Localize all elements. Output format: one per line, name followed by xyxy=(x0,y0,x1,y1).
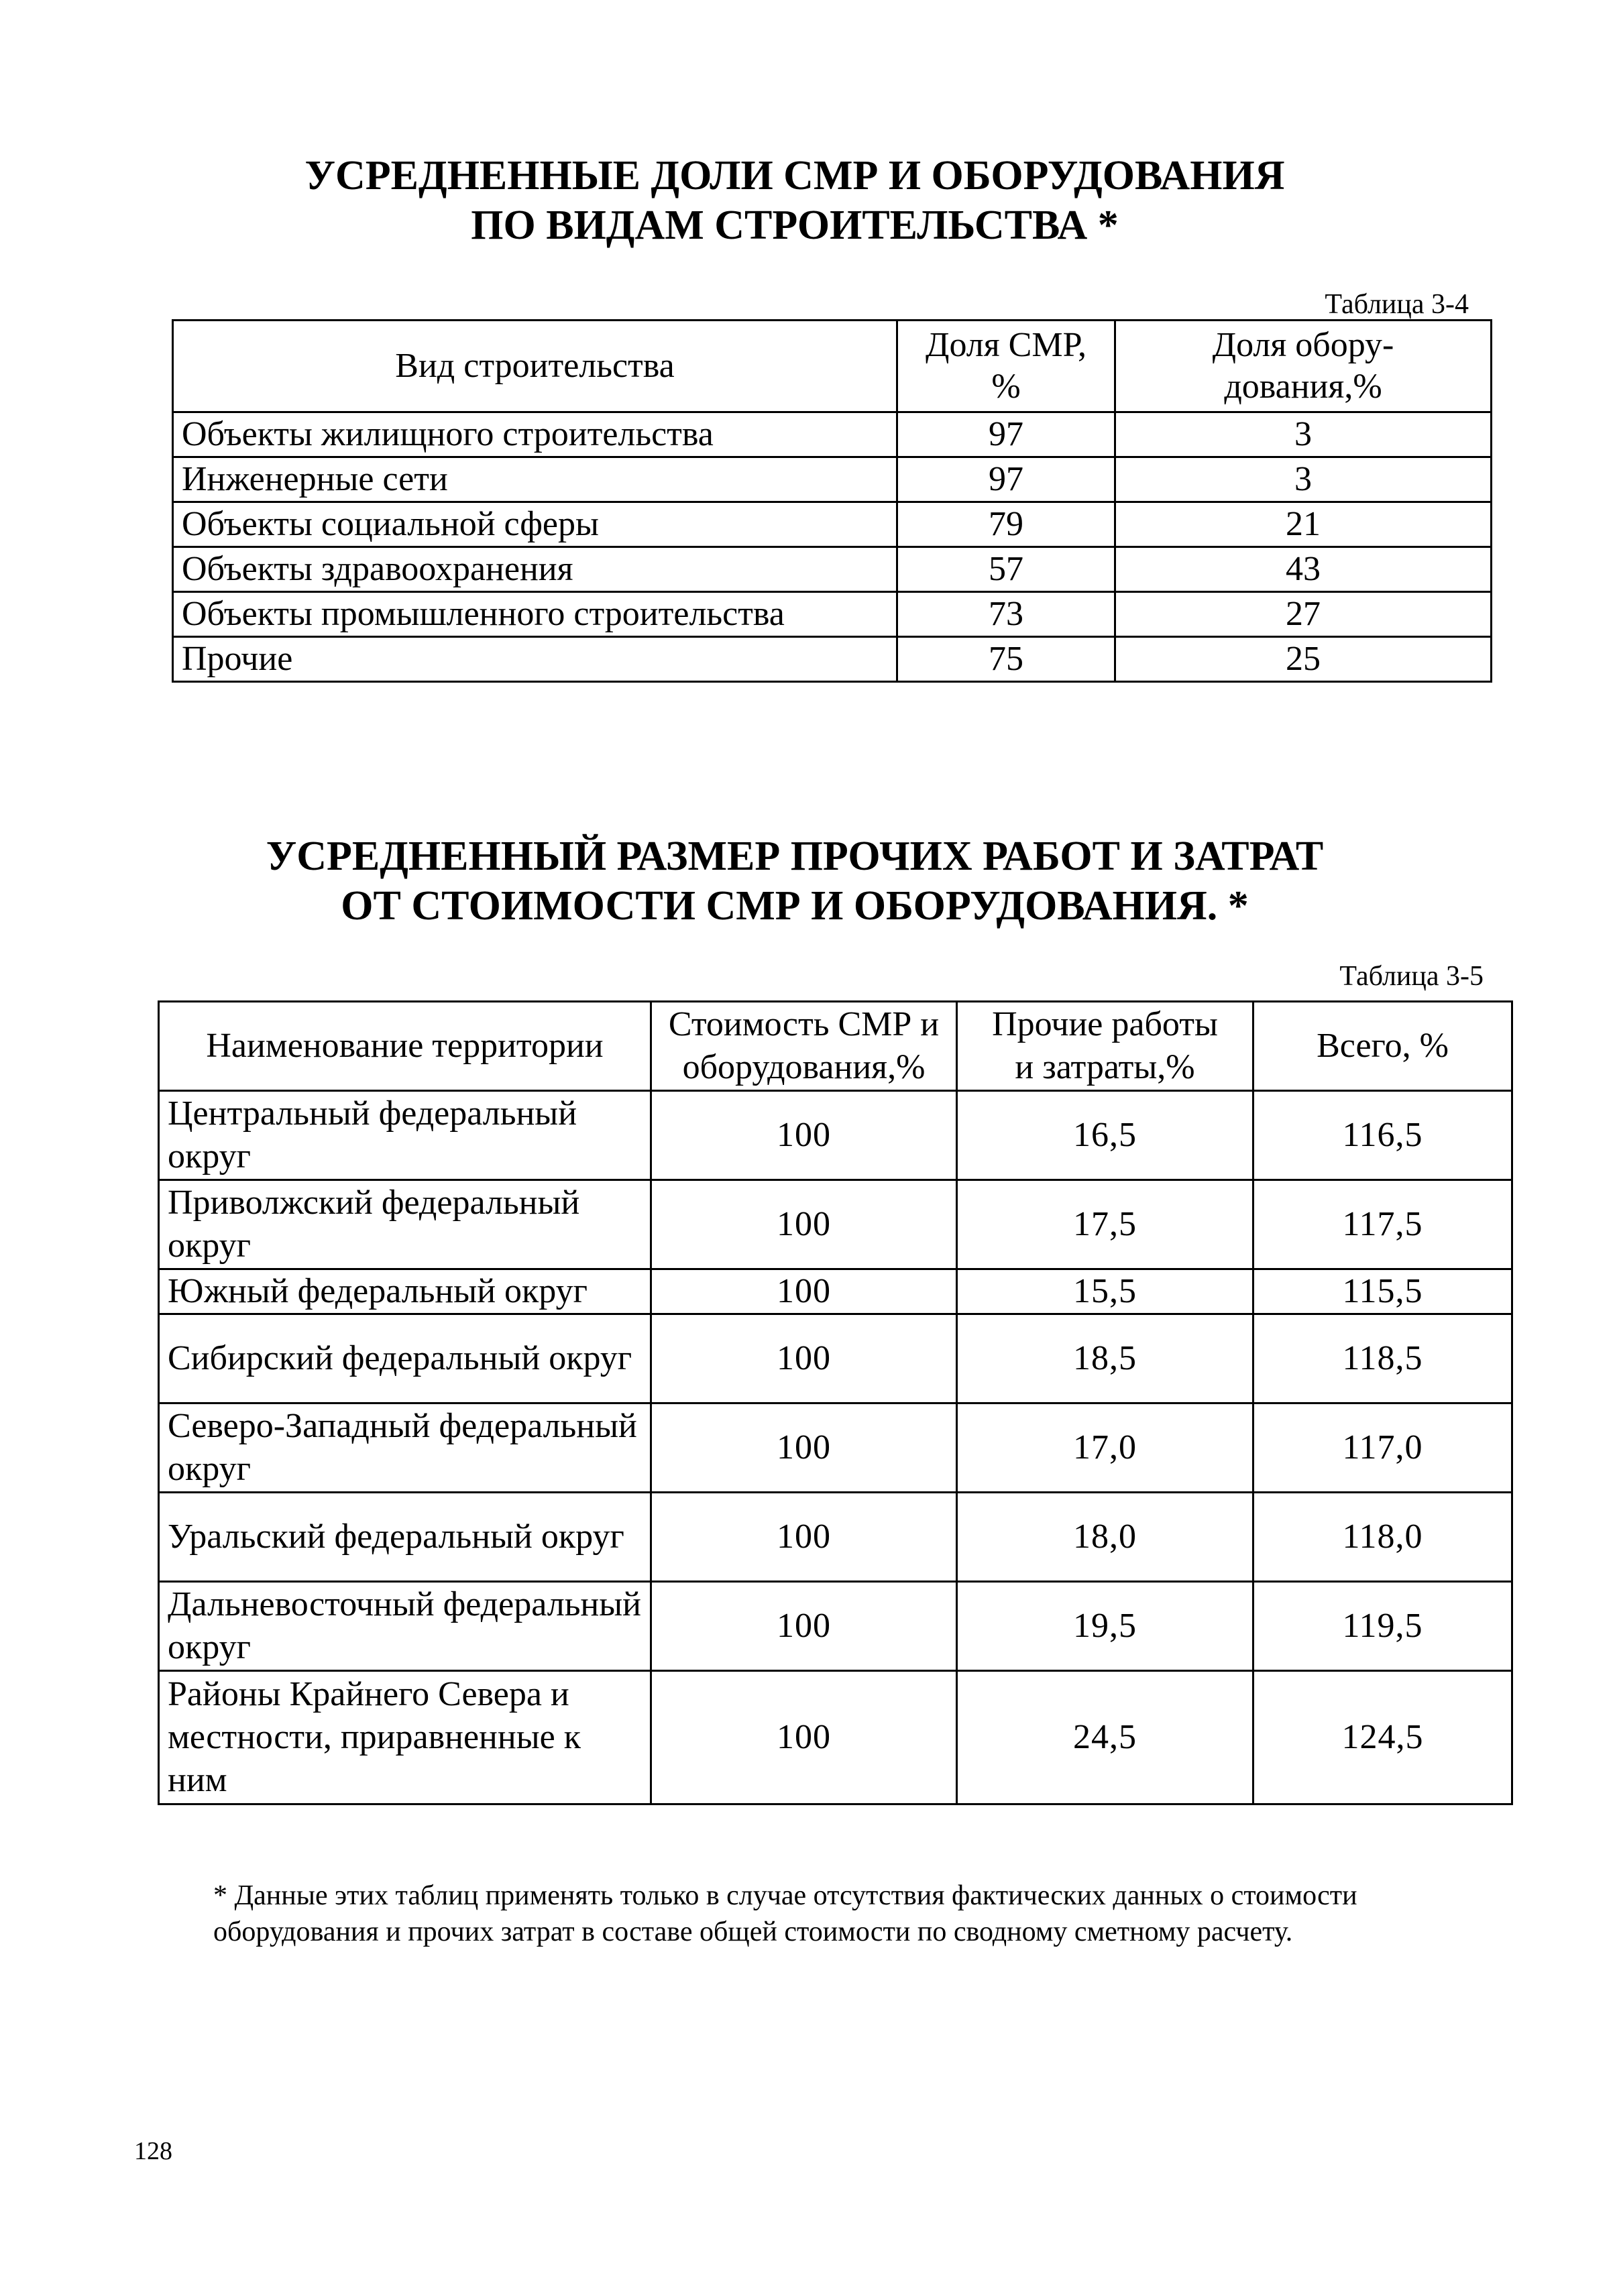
construction-type-cell: Объекты социальной сферы xyxy=(173,502,897,547)
cost-cell: 100 xyxy=(651,1314,957,1403)
total-cell: 118,0 xyxy=(1253,1493,1512,1582)
territory-name-cell: Уральский федеральный округ xyxy=(159,1493,651,1582)
smr-share-cell: 97 xyxy=(897,412,1115,457)
construction-shares-table xyxy=(172,319,1492,683)
territory-name-cell: Северо-Западный федеральный округ xyxy=(159,1403,651,1493)
other-works-cell: 15,5 xyxy=(957,1269,1253,1314)
other-works-cell: 19,5 xyxy=(957,1582,1253,1671)
table-3-5-title-line-1: УСРЕДНЕННЫЙ РАЗМЕР ПРОЧИХ РАБОТ И ЗАТРАТ xyxy=(266,834,1324,879)
cost-cell: 100 xyxy=(651,1671,957,1804)
smr-share-cell: 73 xyxy=(897,592,1115,637)
table-row xyxy=(159,1671,1512,1804)
total-cell: 117,5 xyxy=(1253,1180,1512,1269)
page-number: 128 xyxy=(134,2137,172,2165)
construction-type-cell: Инженерные сети xyxy=(173,457,897,502)
other-works-cell: 17,5 xyxy=(957,1180,1253,1269)
equipment-share-cell: 21 xyxy=(1115,502,1492,547)
other-works-cell: 18,0 xyxy=(957,1493,1253,1582)
territory-name-cell: Сибирский федеральный округ xyxy=(159,1314,651,1403)
table-row xyxy=(173,457,1492,502)
header-smr-equipment-cost xyxy=(651,1002,957,1091)
cost-cell: 100 xyxy=(651,1582,957,1671)
total-cell: 119,5 xyxy=(1253,1582,1512,1671)
cost-cell: 100 xyxy=(651,1493,957,1582)
total-cell: 115,5 xyxy=(1253,1269,1512,1314)
construction-type-cell: Объекты здравоохранения xyxy=(173,547,897,592)
total-cell: 124,5 xyxy=(1253,1671,1512,1804)
table-3-5-title xyxy=(0,831,1590,931)
header-other-works xyxy=(957,1002,1253,1091)
footnote: * Данные этих таблиц применять только в случае отсутствия фактических данных о стоимости оборудования и прочих затрат в составе общей стоимости по сводному сметному расчету. xyxy=(213,1880,1357,1947)
equipment-share-cell: 27 xyxy=(1115,592,1492,637)
table-3-4-title xyxy=(0,151,1590,250)
table-row xyxy=(173,412,1492,457)
table-row xyxy=(159,1269,1512,1314)
header-equipment-share-line-2: дования,% xyxy=(1224,367,1382,406)
other-works-cell: 17,0 xyxy=(957,1403,1253,1493)
table-header-row xyxy=(159,1002,1512,1091)
cost-cell: 100 xyxy=(651,1180,957,1269)
header-other-works-line-2: и затраты,% xyxy=(1015,1048,1195,1086)
header-territory-name: Наименование территории xyxy=(159,1002,651,1091)
table-row xyxy=(173,547,1492,592)
construction-type-cell: Прочие xyxy=(173,637,897,682)
equipment-share-cell: 3 xyxy=(1115,412,1492,457)
table-3-4-title-line-1: УСРЕДНЕННЫЕ ДОЛИ СМР И ОБОРУДОВАНИЯ xyxy=(304,153,1285,198)
cost-cell: 100 xyxy=(651,1403,957,1493)
smr-share-cell: 97 xyxy=(897,457,1115,502)
equipment-share-cell: 25 xyxy=(1115,637,1492,682)
smr-share-cell: 75 xyxy=(897,637,1115,682)
cost-cell: 100 xyxy=(651,1269,957,1314)
table-3-4-label: Таблица 3-4 xyxy=(1325,289,1469,320)
table-row xyxy=(173,502,1492,547)
header-equipment-share xyxy=(1115,321,1492,412)
table-row xyxy=(173,592,1492,637)
header-other-works-line-1: Прочие работы xyxy=(992,1005,1218,1043)
territory-name-cell: Центральный федеральный округ xyxy=(159,1091,651,1180)
table-row xyxy=(159,1582,1512,1671)
construction-type-cell: Объекты жилищного строительства xyxy=(173,412,897,457)
territory-name-cell: Дальневосточный федеральный округ xyxy=(159,1582,651,1671)
table-3-5-label: Таблица 3-5 xyxy=(1339,961,1484,992)
header-smr-share xyxy=(897,321,1115,412)
smr-share-cell: 57 xyxy=(897,547,1115,592)
construction-type-cell: Объекты промышленного строительства xyxy=(173,592,897,637)
header-smr-share-line-2: % xyxy=(991,367,1021,406)
table-row xyxy=(159,1314,1512,1403)
table-header-row xyxy=(173,321,1492,412)
smr-share-cell: 79 xyxy=(897,502,1115,547)
other-works-cell: 16,5 xyxy=(957,1091,1253,1180)
table-row xyxy=(159,1180,1512,1269)
territory-name-cell: Приволжский федеральный округ xyxy=(159,1180,651,1269)
total-cell: 118,5 xyxy=(1253,1314,1512,1403)
table-row xyxy=(159,1493,1512,1582)
territory-costs-table xyxy=(158,1000,1513,1805)
territory-name-cell: Южный федеральный округ xyxy=(159,1269,651,1314)
header-equipment-share-line-1: Доля обору- xyxy=(1212,326,1394,364)
equipment-share-cell: 3 xyxy=(1115,457,1492,502)
header-smr-equipment-cost-line-1: Стоимость СМР и xyxy=(668,1005,940,1043)
header-construction-type: Вид строительства xyxy=(173,321,897,412)
other-works-cell: 24,5 xyxy=(957,1671,1253,1804)
header-total: Всего, % xyxy=(1253,1002,1512,1091)
header-smr-equipment-cost-line-2: оборудования,% xyxy=(682,1048,926,1086)
other-works-cell: 18,5 xyxy=(957,1314,1253,1403)
table-row xyxy=(159,1403,1512,1493)
total-cell: 116,5 xyxy=(1253,1091,1512,1180)
table-row xyxy=(159,1091,1512,1180)
equipment-share-cell: 43 xyxy=(1115,547,1492,592)
table-row xyxy=(173,637,1492,682)
table-3-4-title-line-2: ПО ВИДАМ СТРОИТЕЛЬСТВА * xyxy=(471,203,1119,248)
header-smr-share-line-1: Доля СМР, xyxy=(926,326,1086,364)
table-3-5-title-line-2: ОТ СТОИМОСТИ СМР И ОБОРУДОВАНИЯ. * xyxy=(341,883,1249,929)
cost-cell: 100 xyxy=(651,1091,957,1180)
total-cell: 117,0 xyxy=(1253,1403,1512,1493)
territory-name-cell: Районы Крайнего Севера и местности, приравненные к ним xyxy=(159,1671,651,1804)
